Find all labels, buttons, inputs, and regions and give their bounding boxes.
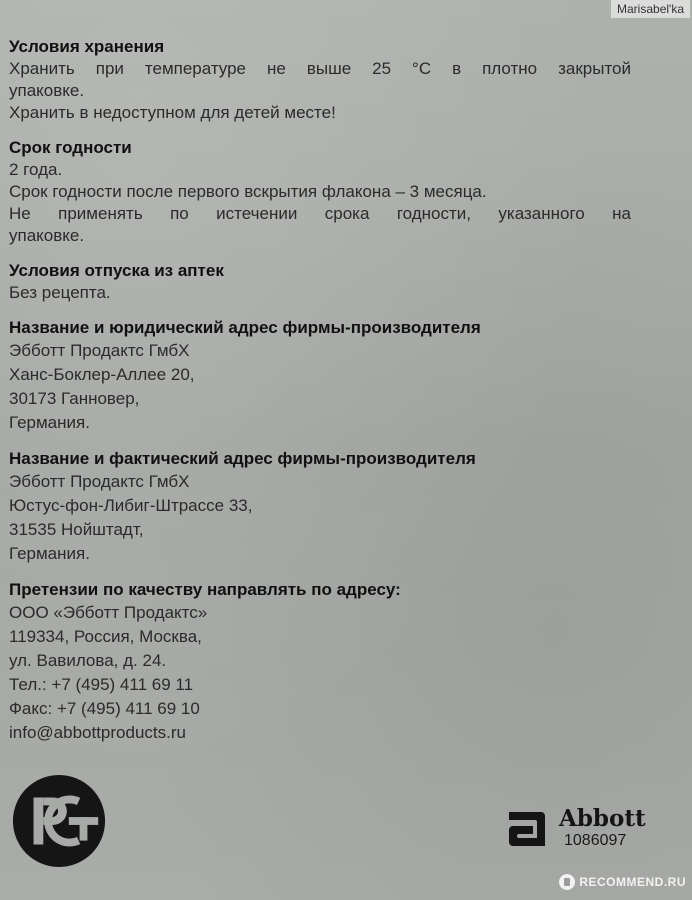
shelf-life-line-1: 2 года.	[9, 160, 63, 179]
rst-certification-icon	[10, 772, 108, 870]
legal-address-line-3: 30173 Ганновер,	[9, 389, 140, 408]
legal-address-line-4: Германия.	[9, 413, 90, 432]
claims-line-3: ул. Вавилова, д. 24.	[9, 651, 167, 670]
legal-address-line-1: Эбботт Продактс ГмбХ	[9, 341, 190, 360]
leaflet-text	[9, 36, 631, 758]
shelf-life-line-4: упаковке.	[9, 226, 85, 245]
claims-section	[9, 579, 631, 745]
actual-address-section	[9, 448, 631, 566]
product-code: 1086097	[564, 832, 627, 849]
claims-line-2: 119334, Россия, Москва,	[9, 627, 202, 646]
legal-address-line-2: Ханс-Боклер-Аллее 20,	[9, 365, 195, 384]
actual-address-line-2: Юстус-фон-Либиг-Штрассе 33,	[9, 496, 253, 515]
claims-phone: Тел.: +7 (495) 411 69 11	[9, 675, 194, 694]
abbott-text	[559, 806, 646, 850]
storage-line-2: упаковке.	[9, 81, 85, 100]
storage-line-1: Хранить при температуре не выше 25 °С в плотно закрытой	[9, 59, 631, 78]
shelf-life-heading: Срок годности	[9, 138, 132, 157]
recommend-icon	[559, 874, 575, 890]
actual-address-line-4: Германия.	[9, 544, 90, 563]
shelf-life-line-2: Срок годности после первого вскрытия флакона – 3 месяца.	[9, 182, 487, 201]
abbott-brand-name: Abbott	[559, 805, 646, 832]
watermark-username: Marisabel'ka	[611, 0, 690, 18]
actual-address-line-3: 31535 Нойштадт,	[9, 520, 144, 539]
legal-address-heading: Название и юридический адрес фирмы-производителя	[9, 318, 481, 337]
dispensing-line-1: Без рецепта.	[9, 283, 111, 302]
claims-email: info@abbottproducts.ru	[9, 723, 186, 742]
storage-heading: Условия хранения	[9, 37, 165, 56]
claims-fax: Факс: +7 (495) 411 69 10	[9, 699, 200, 718]
claims-line-1: ООО «Эбботт Продактс»	[9, 603, 208, 622]
dispensing-heading: Условия отпуска из аптек	[9, 261, 224, 280]
claims-heading: Претензии по качеству направлять по адресу:	[9, 580, 401, 599]
storage-section	[9, 36, 631, 124]
actual-address-heading: Название и фактический адрес фирмы-производителя	[9, 449, 476, 468]
legal-address-section	[9, 317, 631, 435]
abbott-logo	[505, 806, 646, 852]
dispensing-section	[9, 260, 631, 304]
watermark-site-label: RECOMMEND.RU	[579, 875, 686, 889]
watermark-site	[559, 874, 686, 890]
shelf-life-section	[9, 137, 631, 247]
storage-line-3: Хранить в недоступном для детей месте!	[9, 103, 336, 122]
shelf-life-line-3: Не применять по истечении срока годности, указанного на	[9, 204, 631, 223]
actual-address-line-1: Эбботт Продактс ГмбХ	[9, 472, 190, 491]
abbott-a-icon	[505, 806, 549, 850]
